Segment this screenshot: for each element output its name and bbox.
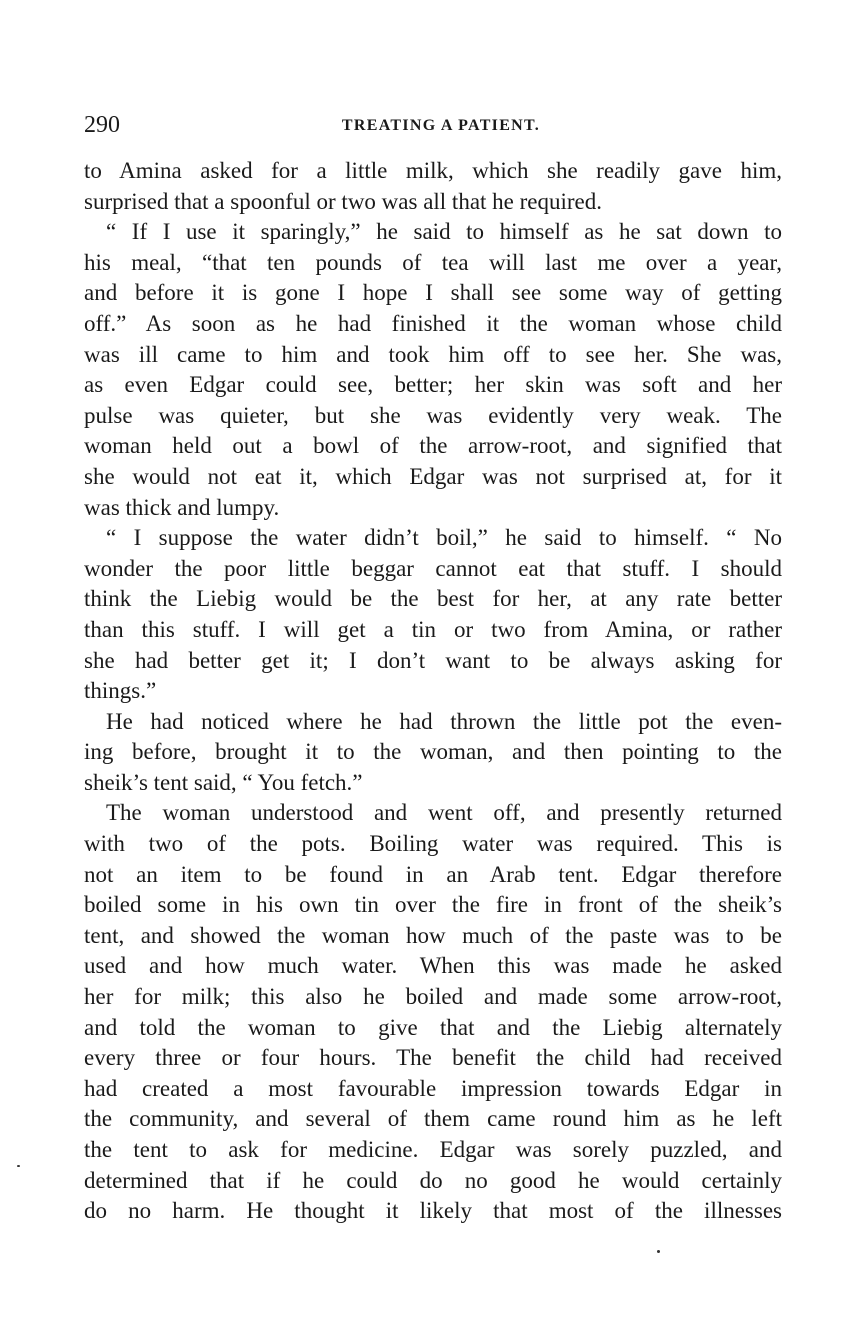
text-line: “ I suppose the water didn’t boil,” he said to himself. “ No — [106, 525, 782, 551]
text-line: his meal, “that ten pounds of tea will last me over a year, — [84, 249, 782, 275]
text-line: The woman understood and went off, and presently returned — [106, 800, 782, 826]
text-line: to Amina asked for a little milk, which she readily gave him, — [84, 158, 782, 183]
text-line: sheik’s tent said, “ You fetch.” — [84, 769, 363, 795]
running-title: TREATING A PATIENT. — [341, 117, 541, 134]
text-line: with two of the pots. Boiling water was required. This is — [84, 831, 782, 857]
text-line: tent, and showed the woman how much of the paste was to be — [84, 922, 782, 948]
text-line: woman held out a bowl of the arrow-root, and signified that — [84, 433, 782, 459]
page-header — [84, 110, 782, 140]
text-line: the tent to ask for medicine. Edgar was sorely puzzled, and — [84, 1137, 782, 1162]
text-line: surprised that a spoonful or two was all that he required. — [84, 188, 603, 214]
text-line: as even Edgar could see, better; her skin was soft and her — [84, 372, 782, 398]
body-text — [84, 156, 782, 1227]
text-line: He had noticed where he had thrown the little pot the even- — [106, 708, 782, 734]
text-line: pulse was quieter, but she was evidently very weak. The — [84, 402, 782, 428]
text-line: “ If I use it sparingly,” he said to himself as he sat down to — [106, 219, 782, 245]
text-line: her for milk; this also he boiled and made some arrow-root, — [84, 984, 782, 1010]
text-line: and told the woman to give that and the Liebig alternately — [84, 1014, 782, 1040]
text-line: things.” — [84, 678, 157, 704]
text-line: ing before, brought it to the woman, and then pointing to the — [84, 739, 782, 765]
text-line: she had better get it; I don’t want to be always asking for — [84, 647, 782, 673]
text-line: every three or four hours. The benefit the child had received — [84, 1045, 782, 1071]
text-line: she would not eat it, which Edgar was not surprised at, for it — [84, 463, 782, 489]
text-line: and before it is gone I hope I shall see some way of getting — [84, 280, 782, 306]
page-number: 290 — [84, 112, 120, 138]
text-line: the community, and several of them came round him as he left — [84, 1106, 782, 1132]
text-line: not an item to be found in an Arab tent. Edgar therefore — [84, 861, 782, 887]
text-line: had created a most favourable impression towards Edgar in — [84, 1075, 782, 1101]
text-line: than this stuff. I will get a tin or two from Amina, or rather — [84, 616, 782, 642]
text-line: wonder the poor little beggar cannot eat that stuff. I should — [84, 555, 782, 581]
text-line: used and how much water. When this was made he asked — [84, 953, 782, 979]
text-line: think the Liebig would be the best for her, at any rate better — [84, 586, 782, 612]
text-line: do no harm. He thought it likely that most of the illnesses — [84, 1198, 782, 1224]
text-line: determined that if he could do no good he would certainly — [84, 1167, 782, 1193]
print-speck — [17, 1165, 20, 1167]
text-line: off.” As soon as he had finished it the woman whose child — [84, 310, 782, 336]
text-line: was ill came to him and took him off to see her. She was, — [84, 341, 782, 367]
print-speck — [657, 1250, 660, 1253]
text-line: was thick and lumpy. — [84, 494, 280, 520]
text-line: boiled some in his own tin over the fire in front of the sheik’s — [84, 892, 782, 918]
